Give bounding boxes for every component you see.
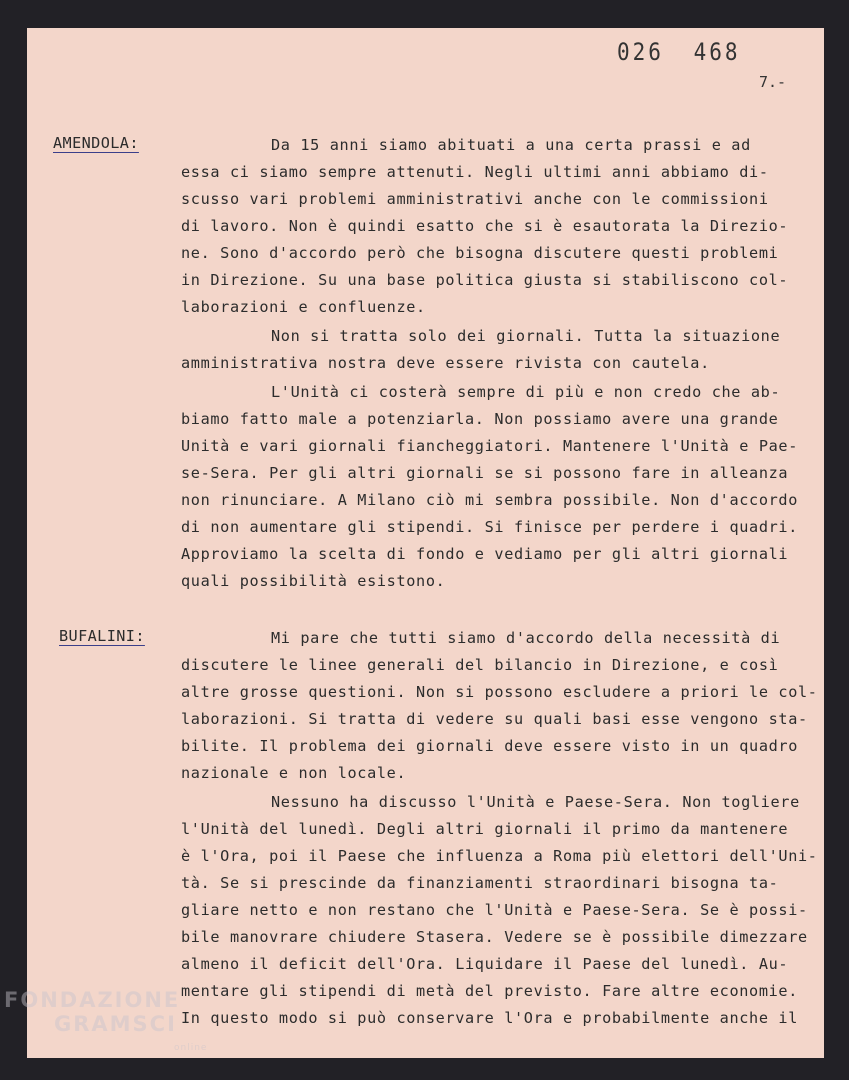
- watermark-line2: GRAMSCI: [54, 1012, 177, 1036]
- speaker-amendola: AMENDOLA:: [53, 134, 139, 152]
- text-line: biamo fatto male a potenziarla. Non possiamo avere una grande: [181, 410, 779, 428]
- text-line: quali possibilità esistono.: [181, 572, 446, 590]
- text-line: in Direzione. Su una base politica giusta si stabiliscono col-: [181, 271, 789, 289]
- text-line: nazionale e non locale.: [181, 764, 407, 782]
- text-line: Unità e vari giornali fiancheggiatori. Mantenere l'Unità e Pae-: [181, 437, 798, 455]
- text-line: bile manovrare chiudere Stasera. Vedere se è possibile dimezzare: [181, 928, 808, 946]
- text-line: bilite. Il problema dei giornali deve essere visto in un quadro: [181, 737, 798, 755]
- text-line: laborazioni. Si tratta di vedere su quali basi esse vengono sta-: [181, 710, 808, 728]
- text-line: di non aumentare gli stipendi. Si finisce per perdere i quadri.: [181, 518, 798, 536]
- text-line: se-Sera. Per gli altri giornali se si possono fare in alleanza: [181, 464, 789, 482]
- text-line: Non si tratta solo dei giornali. Tutta la situazione: [271, 327, 781, 345]
- watermark-line3: online: [174, 1043, 208, 1053]
- text-line: gliare netto e non restano che l'Unità e Paese-Sera. Se è possi-: [181, 901, 808, 919]
- text-line: Approviamo la scelta di fondo e vediamo per gli altri giornali: [181, 545, 789, 563]
- page-number: 7.-: [759, 73, 787, 91]
- document-page: [27, 28, 824, 1058]
- watermark-line1: FONDAZIONE: [4, 988, 181, 1012]
- archive-number: 026 468: [617, 38, 741, 66]
- text-line: mentare gli stipendi di metà del previsto. Fare altre economie.: [181, 982, 798, 1000]
- text-line: l'Unità del lunedì. Degli altri giornali il primo da mantenere: [181, 820, 789, 838]
- text-line: di lavoro. Non è quindi esatto che si è esautorata la Direzio-: [181, 217, 789, 235]
- text-line: è l'Ora, poi il Paese che influenza a Roma più elettori dell'Uni-: [181, 847, 818, 865]
- text-line: discutere le linee generali del bilancio in Direzione, e così: [181, 656, 779, 674]
- text-line: In questo modo si può conservare l'Ora e probabilmente anche il: [181, 1009, 798, 1027]
- text-line: Mi pare che tutti siamo d'accordo della necessità di: [271, 629, 781, 647]
- text-line: tà. Se si prescinde da finanziamenti straordinari bisogna ta-: [181, 874, 779, 892]
- text-line: almeno il deficit dell'Ora. Liquidare il Paese del lunedì. Au-: [181, 955, 789, 973]
- text-line: L'Unità ci costerà sempre di più e non credo che ab-: [271, 383, 781, 401]
- text-line: laborazioni e confluenze.: [181, 298, 426, 316]
- text-line: Nessuno ha discusso l'Unità e Paese-Sera. Non togliere: [271, 793, 800, 811]
- text-line: non rinunciare. A Milano ciò mi sembra possibile. Non d'accordo: [181, 491, 798, 509]
- text-line: essa ci siamo sempre attenuti. Negli ultimi anni abbiamo di-: [181, 163, 769, 181]
- text-line: ne. Sono d'accordo però che bisogna discutere questi problemi: [181, 244, 779, 262]
- text-line: scusso vari problemi amministrativi anche con le commissioni: [181, 190, 769, 208]
- fondazione-gramsci-watermark: [4, 988, 207, 1060]
- text-line: altre grosse questioni. Non si possono escludere a priori le col-: [181, 683, 818, 701]
- text-line: Da 15 anni siamo abituati a una certa prassi e ad: [271, 136, 751, 154]
- speaker-bufalini: BUFALINI:: [59, 627, 145, 645]
- text-line: amministrativa nostra deve essere rivista con cautela.: [181, 354, 710, 372]
